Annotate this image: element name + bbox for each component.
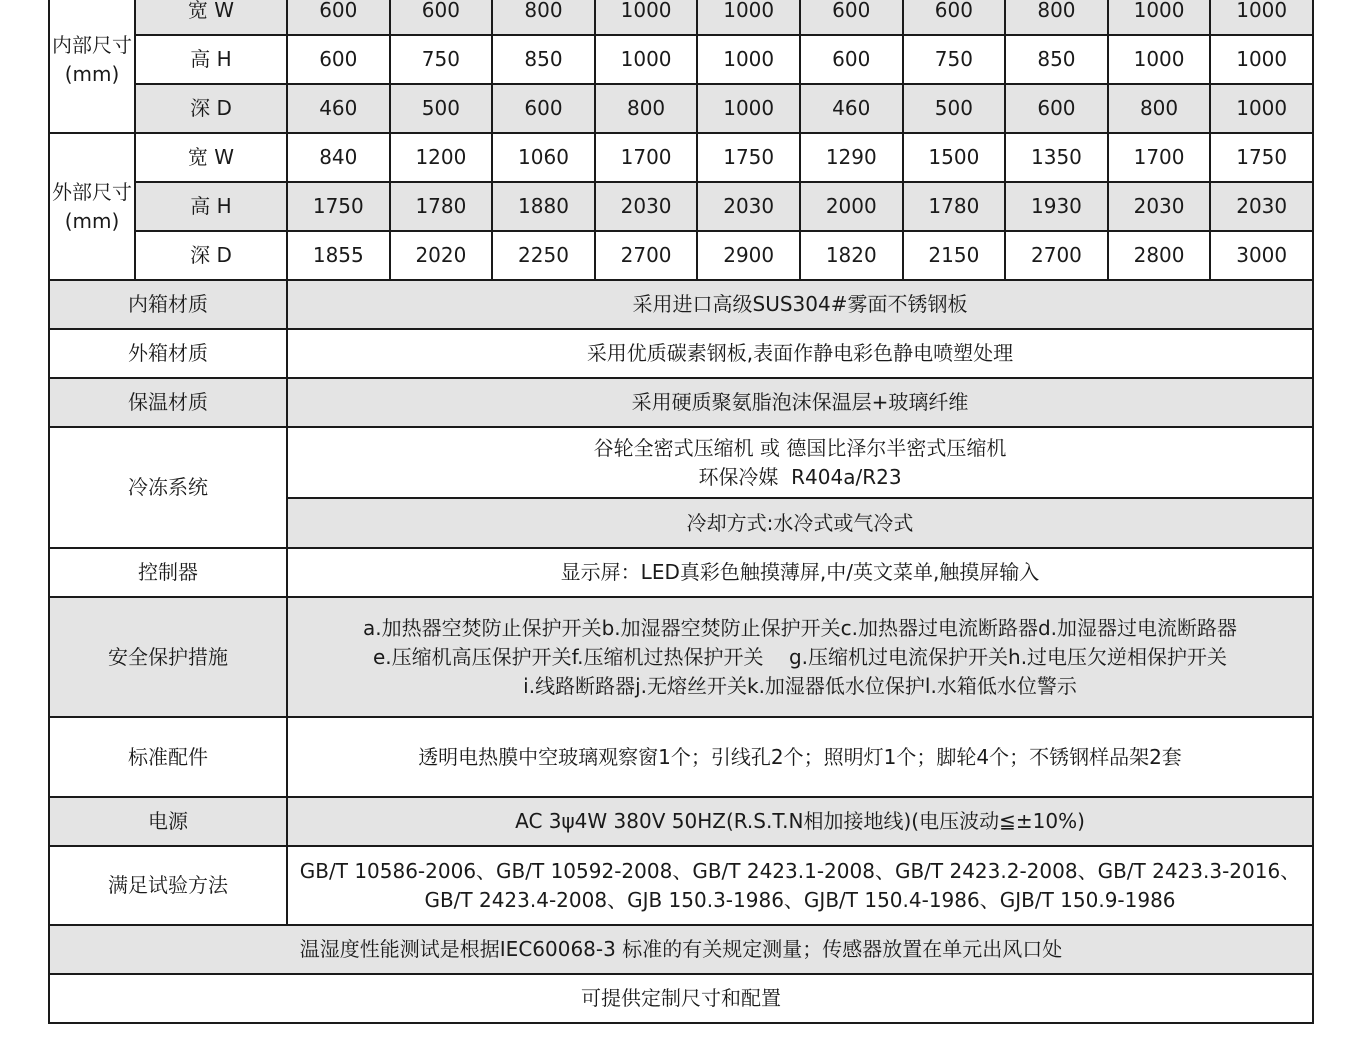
accessories-label: 标准配件	[49, 717, 287, 797]
inner-material-label: 内箱材质	[49, 280, 287, 329]
value-cell: 2000	[800, 182, 903, 231]
value-cell: 1200	[390, 133, 493, 182]
row-outer-material	[49, 329, 1313, 378]
value-cell: 750	[903, 35, 1006, 84]
value-cell: 2030	[1210, 182, 1313, 231]
value-cell: 1000	[595, 35, 698, 84]
standards-label: 满足试验方法	[49, 846, 287, 925]
outer-material-value: 采用优质碳素钢板,表面作静电彩色静电喷塑处理	[287, 329, 1313, 378]
value-cell: 1750	[1210, 133, 1313, 182]
dim-label: 宽 W	[135, 0, 287, 35]
value-cell: 850	[1005, 35, 1108, 84]
value-cell: 1750	[697, 133, 800, 182]
value-cell: 2250	[492, 231, 595, 280]
value-cell: 600	[800, 0, 903, 35]
value-cell: 3000	[1210, 231, 1313, 280]
value-cell: 2020	[390, 231, 493, 280]
row-power	[49, 797, 1313, 846]
value-cell: 750	[390, 35, 493, 84]
value-cell: 600	[287, 35, 390, 84]
value-cell: 460	[287, 84, 390, 133]
controller-label: 控制器	[49, 548, 287, 597]
value-cell: 1000	[1210, 0, 1313, 35]
value-cell: 1855	[287, 231, 390, 280]
value-cell: 1000	[1210, 35, 1313, 84]
inner-dimensions-label: 内部尺寸(mm)	[49, 0, 135, 133]
accessories-value: 透明电热膜中空玻璃观察窗1个；引线孔2个；照明灯1个；脚轮4个；不锈钢样品架2套	[287, 717, 1313, 797]
row-standards	[49, 846, 1313, 925]
refrigeration-line-1: 谷轮全密式压缩机 或 德国比泽尔半密式压缩机	[593, 435, 1007, 460]
value-cell: 2900	[697, 231, 800, 280]
value-cell: 1000	[1108, 0, 1211, 35]
value-cell: 800	[1005, 0, 1108, 35]
value-cell: 2030	[595, 182, 698, 231]
outer-row-height	[49, 182, 1313, 231]
value-cell: 800	[492, 0, 595, 35]
value-cell: 840	[287, 133, 390, 182]
value-cell: 600	[1005, 84, 1108, 133]
refrigeration-value	[287, 427, 1313, 498]
value-cell: 600	[390, 0, 493, 35]
safety-value	[287, 597, 1313, 717]
outer-material-label: 外箱材质	[49, 329, 287, 378]
row-controller	[49, 548, 1313, 597]
value-cell: 1060	[492, 133, 595, 182]
dim-label: 深 D	[135, 84, 287, 133]
custom-note: 可提供定制尺寸和配置	[49, 974, 1313, 1023]
value-cell: 1780	[903, 182, 1006, 231]
value-cell: 1930	[1005, 182, 1108, 231]
value-cell: 600	[800, 35, 903, 84]
outer-dimensions-label: 外部尺寸(mm)	[49, 133, 135, 280]
standards-line-1: GB/T 10586-2006、GB/T 10592-2008、GB/T 2423.1-2008、GB/T 2423.2-2008、GB/T 2423.3-2016、	[299, 858, 1301, 883]
value-cell: 2150	[903, 231, 1006, 280]
safety-line-1: a.加热器空焚防止保护开关b.加湿器空焚防止保护开关c.加热器过电流断路器d.加湿器过电流断路器	[362, 615, 1238, 640]
value-cell: 1000	[697, 0, 800, 35]
row-safety	[49, 597, 1313, 717]
dim-label: 高 H	[135, 35, 287, 84]
row-custom-note	[49, 974, 1313, 1023]
refrigeration-line-2: 环保冷媒 R404a/R23	[698, 464, 902, 489]
insulation-value: 采用硬质聚氨脂泡沫保温层+玻璃纤维	[287, 378, 1313, 427]
safety-line-2: e.压缩机高压保护开关f.压缩机过热保护开关 g.压缩机过电流保护开关h.过电压欠逆相保护开关	[372, 644, 1228, 669]
row-insulation	[49, 378, 1313, 427]
value-cell: 1880	[492, 182, 595, 231]
value-cell: 2700	[1005, 231, 1108, 280]
value-cell: 1350	[1005, 133, 1108, 182]
inner-material-value: 采用进口高级SUS304#雾面不锈钢板	[287, 280, 1313, 329]
value-cell: 1000	[697, 84, 800, 133]
inner-row-depth	[49, 84, 1313, 133]
value-cell: 600	[903, 0, 1006, 35]
dim-label: 高 H	[135, 182, 287, 231]
value-cell: 1700	[1108, 133, 1211, 182]
refrigeration-label: 冷冻系统	[49, 427, 287, 548]
row-inner-material	[49, 280, 1313, 329]
inner-row-height	[49, 35, 1313, 84]
value-cell: 1700	[595, 133, 698, 182]
value-cell: 1780	[390, 182, 493, 231]
row-refrigeration	[49, 427, 1313, 498]
standards-value	[287, 846, 1313, 925]
power-label: 电源	[49, 797, 287, 846]
value-cell: 1000	[1210, 84, 1313, 133]
outer-row-depth	[49, 231, 1313, 280]
value-cell: 1290	[800, 133, 903, 182]
dim-label: 宽 W	[135, 133, 287, 182]
dim-label: 深 D	[135, 231, 287, 280]
safety-line-3: i.线路断路器j.无熔丝开关k.加湿器低水位保护l.水箱低水位警示	[523, 673, 1077, 698]
value-cell: 1820	[800, 231, 903, 280]
inner-row-width	[49, 0, 1313, 35]
row-accessories	[49, 717, 1313, 797]
value-cell: 2800	[1108, 231, 1211, 280]
outer-row-width	[49, 133, 1313, 182]
value-cell: 1500	[903, 133, 1006, 182]
test-note: 温湿度性能测试是根据IEC60068-3 标准的有关规定测量；传感器放置在单元出风口处	[49, 925, 1313, 974]
value-cell: 1000	[697, 35, 800, 84]
value-cell: 1000	[595, 0, 698, 35]
insulation-label: 保温材质	[49, 378, 287, 427]
value-cell: 800	[595, 84, 698, 133]
value-cell: 800	[1108, 84, 1211, 133]
power-value: AC 3ψ4W 380V 50HZ(R.S.T.N相加接地线)(电压波动≦±10%)	[287, 797, 1313, 846]
controller-value: 显示屏：LED真彩色触摸薄屏,中/英文菜单,触摸屏输入	[287, 548, 1313, 597]
cooling-method-value: 冷却方式:水冷式或气冷式	[287, 498, 1313, 548]
value-cell: 460	[800, 84, 903, 133]
safety-label: 安全保护措施	[49, 597, 287, 717]
standards-line-2: GB/T 2423.4-2008、GJB 150.3-1986、GJB/T 150.4-1986、GJB/T 150.9-1986	[424, 887, 1176, 912]
value-cell: 2030	[697, 182, 800, 231]
value-cell: 600	[287, 0, 390, 35]
row-test-note	[49, 925, 1313, 974]
spec-table	[48, 0, 1314, 1024]
value-cell: 600	[492, 84, 595, 133]
value-cell: 850	[492, 35, 595, 84]
value-cell: 500	[390, 84, 493, 133]
value-cell: 2700	[595, 231, 698, 280]
value-cell: 2030	[1108, 182, 1211, 231]
value-cell: 1000	[1108, 35, 1211, 84]
value-cell: 500	[903, 84, 1006, 133]
value-cell: 1750	[287, 182, 390, 231]
